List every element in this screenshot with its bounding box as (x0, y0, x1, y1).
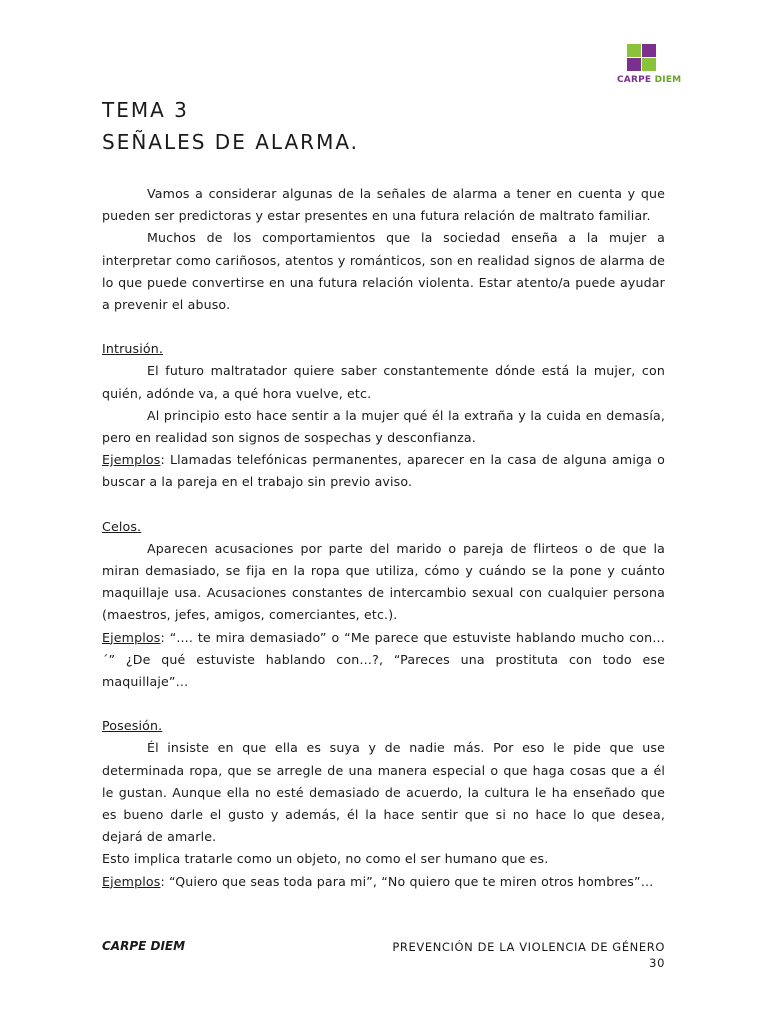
intrusion-paragraph-2: Al principio esto hace sentir a la mujer qué él la extraña y la cuida en demasía, pero en realidad son signos de sospechas y desconfianza. (102, 407, 665, 446)
page-title: TEMA 3 (102, 98, 189, 122)
footer-brand: CARPE DIEM (102, 939, 186, 953)
examples-label: Ejemplos (102, 629, 161, 645)
intrusion-examples (102, 449, 665, 493)
intro-paragraph-2: Muchos de los comportamientos que la sociedad enseña a la mujer a interpretar como cariñosos, atentos y románticos, son en realidad signos de alarma de lo que puede convertirse en una futura relación violenta. Estar atento/a puede ayudar a prevenir el abuso. (102, 230, 665, 313)
page-titles (102, 94, 359, 158)
examples-text: : Llamadas telefónicas permanentes, aparecer en la casa de alguna amiga o buscar a la pareja en el trabajo sin previo aviso. (102, 452, 665, 490)
celos-paragraph-1: Aparecen acusaciones por parte del marido o pareja de flirteos o de que la miran demasiado, se fija en la ropa que utiliza, cómo y cuándo se la pone y cuánto maquillaje usa. Acusaciones constantes de intercambio sexual con cualquier persona (maestros, jefes, amigos, comerciantes, etc.). (102, 540, 665, 623)
spacer (102, 494, 665, 516)
posesion-paragraph-1: Él insiste en que ella es suya y de nadie más. Por eso le pide que use determinada ropa, que se arregle de una manera especial o que haga cosas que a él le gustan. Aunque ella no esté demasiado de acuerdo, la cultura le ha enseñado que es bueno darle el gusto y además, él la hace sentir que si no hace lo que desea, dejará de amarle. (102, 740, 665, 845)
section-heading-celos: Celos. (102, 518, 142, 534)
page-subtitle: SEÑALES DE ALARMA. (102, 130, 360, 154)
logo-square-purple-top (642, 44, 656, 57)
spacer (102, 693, 665, 715)
examples-text: : “Quiero que seas toda para mi”, “No quiero que te miren otros hombres”… (160, 873, 654, 889)
posesion-examples (102, 871, 665, 893)
logo-square-purple-bottom (627, 58, 641, 71)
examples-label: Ejemplos (102, 873, 161, 889)
carpe-diem-logo (617, 44, 682, 90)
intro-paragraph-1: Vamos a considerar algunas de la señales de alarma a tener en cuenta y que pueden ser predictoras y estar presentes en una futura relación de maltrato familiar. (102, 186, 665, 224)
logo-square-green-top (627, 44, 641, 57)
examples-label: Ejemplos (102, 452, 161, 468)
intrusion-paragraph-1: El futuro maltratador quiere saber constantemente dónde está la mujer, con quién, adónde va, a qué hora vuelve, etc. (102, 363, 665, 401)
spacer (102, 316, 665, 338)
logo-wordmark (617, 75, 682, 85)
celos-examples (102, 627, 665, 694)
examples-text: : “.... te mira demasiado” o “Me parece que estuviste hablando mucho con…´” ¿De qué estuviste hablando con…?, “Pareces una prostituta con todo ese maquillaje”… (102, 629, 665, 690)
document-body (102, 183, 665, 893)
section-heading-intrusion: Intrusión. (102, 341, 164, 357)
logo-squares-icon (627, 44, 657, 72)
page-number: 30 (649, 956, 665, 970)
logo-square-green-bottom (642, 58, 656, 71)
logo-word-diem: DIEM (654, 75, 682, 85)
section-heading-posesion: Posesión. (102, 718, 163, 734)
logo-word-carpe: CARPE (617, 75, 652, 85)
footer-info (392, 939, 665, 971)
posesion-plain-line: Esto implica tratarle como un objeto, no como el ser humano que es. (102, 851, 549, 867)
footer-document-title: PREVENCIÓN DE LA VIOLENCIA DE GÉNERO (392, 940, 665, 954)
